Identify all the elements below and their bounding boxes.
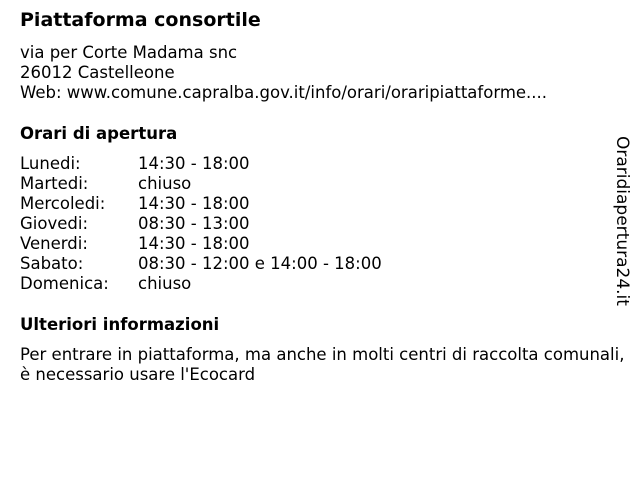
opening-hours-table (20, 154, 382, 294)
day-hours: 08:30 - 12:00 e 14:00 - 18:00 (138, 254, 382, 273)
day-label: Venerdi: (20, 234, 88, 253)
site-watermark: Oraridiapertura24.it (612, 136, 632, 306)
day-hours: 14:30 - 18:00 (138, 154, 250, 173)
day-hours: chiuso (138, 174, 192, 193)
hours-row-friday (20, 234, 382, 254)
city-address: 26012 Castelleone (20, 63, 175, 82)
day-hours: 08:30 - 13:00 (138, 214, 250, 233)
day-label: Sabato: (20, 254, 84, 273)
day-label: Lunedi: (20, 154, 81, 173)
street-address: via per Corte Madama snc (20, 43, 238, 62)
hours-row-wednesday (20, 194, 382, 214)
page-title: Piattaforma consortile (20, 9, 261, 31)
website-link[interactable]: Web: www.comune.capralba.gov.it/info/orari/oraripiattaforme.... (20, 83, 548, 102)
hours-row-monday (20, 154, 382, 174)
hours-row-thursday (20, 214, 382, 234)
day-label: Domenica: (20, 274, 109, 293)
day-hours: 14:30 - 18:00 (138, 194, 250, 213)
hours-row-sunday (20, 274, 382, 294)
hours-row-tuesday (20, 174, 382, 194)
day-hours: chiuso (138, 274, 192, 293)
day-label: Giovedi: (20, 214, 88, 233)
day-hours: 14:30 - 18:00 (138, 234, 250, 253)
hours-row-saturday (20, 254, 382, 274)
address-block (20, 43, 547, 103)
more-info-text: Per entrare in piattaforma, ma anche in molti centri di raccolta comunali, è necessario usare l'Ecocard (20, 345, 625, 384)
day-label: Martedi: (20, 174, 89, 193)
day-label: Mercoledi: (20, 194, 106, 213)
more-info-heading: Ulteriori informazioni (20, 315, 220, 334)
opening-hours-heading: Orari di apertura (20, 124, 178, 143)
